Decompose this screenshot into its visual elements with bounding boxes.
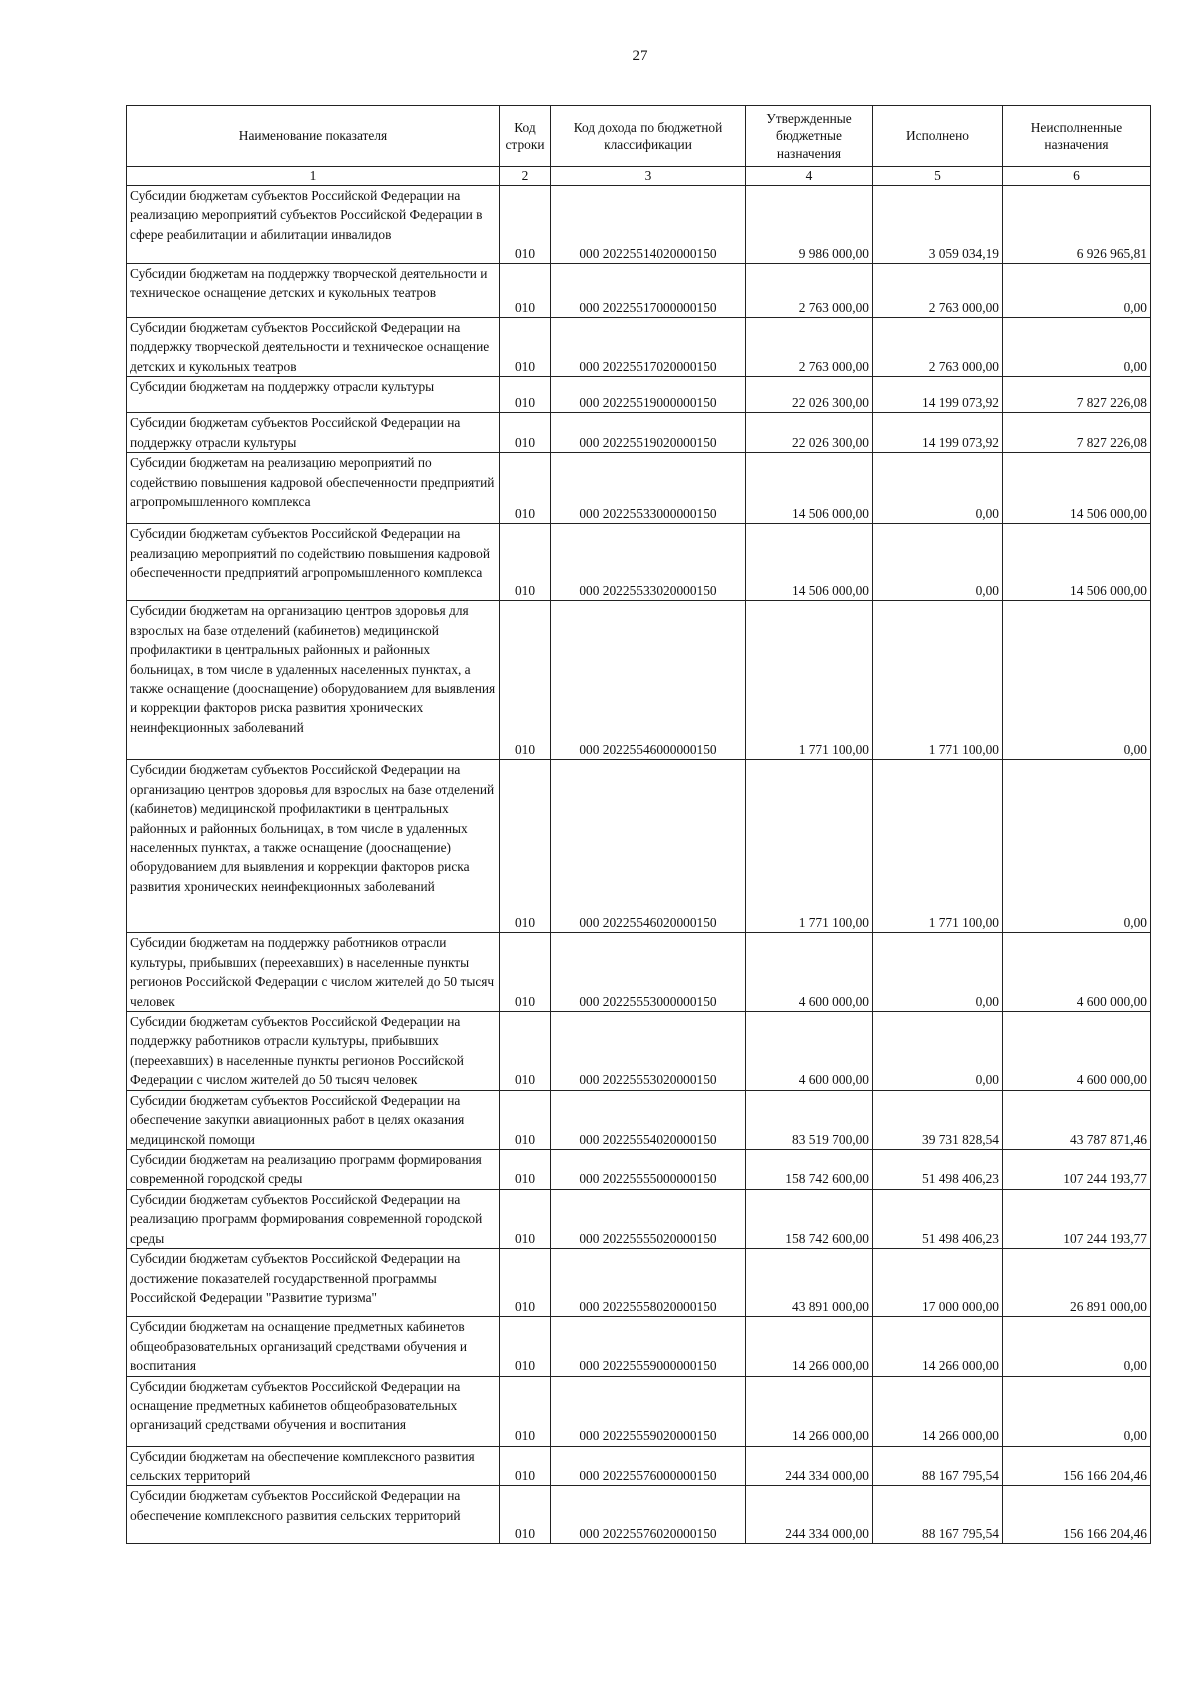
row-unexecuted-amount: 43 787 871,46	[1003, 1090, 1151, 1149]
table-row	[127, 524, 1151, 601]
row-code: 010	[500, 1189, 551, 1248]
row-approved-amount: 2 763 000,00	[746, 318, 873, 377]
row-unexecuted-amount: 6 926 965,81	[1003, 186, 1151, 264]
table-row	[127, 760, 1151, 933]
row-name: Субсидии бюджетам на организацию центров здоровья для взрослых на базе отделений (кабинетов) медицинской профилактики в центральных районных и районных больницах, в том числе в удаленных населенных пунктах, а также оснащение (дооснащение) оборудованием для выявления и коррекции факторов риска развития хронических неинфекционных заболеваний	[127, 601, 500, 760]
table-row	[127, 1317, 1151, 1376]
header-name: Наименование показателя	[127, 106, 500, 167]
row-classification-code: 000 20225533000000150	[551, 453, 746, 524]
row-name: Субсидии бюджетам субъектов Российской Федерации на поддержку работников отрасли культуры, прибывших (переехавших) в населенные пункты регионов Российской Федерации с числом жителей до 50 тысяч человек	[127, 1011, 500, 1090]
row-name: Субсидии бюджетам субъектов Российской Федерации на обеспечение закупки авиационных работ в целях оказания медицинской помощи	[127, 1090, 500, 1149]
row-executed-amount: 2 763 000,00	[873, 264, 1003, 318]
row-unexecuted-amount: 0,00	[1003, 1317, 1151, 1376]
page-number: 27	[632, 48, 648, 64]
row-name: Субсидии бюджетам субъектов Российской Федерации на реализацию программ формирования современной городской среды	[127, 1189, 500, 1248]
column-index: 4	[746, 167, 873, 186]
row-name: Субсидии бюджетам на оснащение предметных кабинетов общеобразовательных организаций средствами обучения и воспитания	[127, 1317, 500, 1376]
row-code: 010	[500, 1090, 551, 1149]
row-name: Субсидии бюджетам субъектов Российской Федерации на поддержку отрасли культуры	[127, 413, 500, 453]
row-approved-amount: 2 763 000,00	[746, 264, 873, 318]
row-approved-amount: 1 771 100,00	[746, 760, 873, 933]
row-executed-amount: 88 167 795,54	[873, 1446, 1003, 1486]
row-approved-amount: 9 986 000,00	[746, 186, 873, 264]
column-index: 1	[127, 167, 500, 186]
header-executed: Исполнено	[873, 106, 1003, 167]
row-approved-amount: 158 742 600,00	[746, 1150, 873, 1190]
row-unexecuted-amount: 156 166 204,46	[1003, 1486, 1151, 1544]
row-executed-amount: 1 771 100,00	[873, 601, 1003, 760]
column-index: 3	[551, 167, 746, 186]
row-code: 010	[500, 186, 551, 264]
table-row	[127, 1249, 1151, 1317]
row-code: 010	[500, 264, 551, 318]
row-approved-amount: 244 334 000,00	[746, 1446, 873, 1486]
table-row	[127, 264, 1151, 318]
row-unexecuted-amount: 14 506 000,00	[1003, 453, 1151, 524]
row-executed-amount: 0,00	[873, 453, 1003, 524]
row-executed-amount: 0,00	[873, 1011, 1003, 1090]
table-row	[127, 1011, 1151, 1090]
row-approved-amount: 14 266 000,00	[746, 1317, 873, 1376]
row-unexecuted-amount: 4 600 000,00	[1003, 1011, 1151, 1090]
row-unexecuted-amount: 0,00	[1003, 318, 1151, 377]
table-row	[127, 933, 1151, 1012]
row-classification-code: 000 20225559000000150	[551, 1317, 746, 1376]
row-code: 010	[500, 601, 551, 760]
row-name: Субсидии бюджетам субъектов Российской Федерации на реализацию мероприятий субъектов Российской Федерации в сфере реабилитации и абилитации инвалидов	[127, 186, 500, 264]
row-name: Субсидии бюджетам субъектов Российской Федерации на поддержку творческой деятельности и техническое оснащение детских и кукольных театров	[127, 318, 500, 377]
table-row	[127, 453, 1151, 524]
row-approved-amount: 14 506 000,00	[746, 524, 873, 601]
row-unexecuted-amount: 7 827 226,08	[1003, 377, 1151, 413]
row-name: Субсидии бюджетам субъектов Российской Федерации на реализацию мероприятий по содействию повышения кадровой обеспеченности предприятий агропромышленного комплекса	[127, 524, 500, 601]
row-code: 010	[500, 377, 551, 413]
row-executed-amount: 0,00	[873, 524, 1003, 601]
row-classification-code: 000 20225553000000150	[551, 933, 746, 1012]
row-executed-amount: 14 266 000,00	[873, 1376, 1003, 1446]
row-unexecuted-amount: 0,00	[1003, 760, 1151, 933]
row-executed-amount: 2 763 000,00	[873, 318, 1003, 377]
row-executed-amount: 14 199 073,92	[873, 377, 1003, 413]
row-name: Субсидии бюджетам на поддержку отрасли культуры	[127, 377, 500, 413]
table-row	[127, 1486, 1151, 1544]
row-classification-code: 000 20225546020000150	[551, 760, 746, 933]
row-code: 010	[500, 524, 551, 601]
row-code: 010	[500, 413, 551, 453]
row-name: Субсидии бюджетам субъектов Российской Федерации на достижение показателей государственной программы Российской Федерации "Развитие туризма"	[127, 1249, 500, 1317]
row-name: Субсидии бюджетам на поддержку творческой деятельности и техническое оснащение детских и кукольных театров	[127, 264, 500, 318]
row-name: Субсидии бюджетам на обеспечение комплексного развития сельских территорий	[127, 1446, 500, 1486]
column-index: 6	[1003, 167, 1151, 186]
row-unexecuted-amount: 7 827 226,08	[1003, 413, 1151, 453]
row-code: 010	[500, 1150, 551, 1190]
row-code: 010	[500, 1486, 551, 1544]
row-executed-amount: 88 167 795,54	[873, 1486, 1003, 1544]
row-name: Субсидии бюджетам субъектов Российской Федерации на обеспечение комплексного развития сельских территорий	[127, 1486, 500, 1544]
row-unexecuted-amount: 0,00	[1003, 601, 1151, 760]
table-row	[127, 1150, 1151, 1190]
row-name: Субсидии бюджетам на реализацию программ формирования современной городской среды	[127, 1150, 500, 1190]
row-classification-code: 000 20225517000000150	[551, 264, 746, 318]
row-classification-code: 000 20225554020000150	[551, 1090, 746, 1149]
row-classification-code: 000 20225558020000150	[551, 1249, 746, 1317]
row-name: Субсидии бюджетам на реализацию мероприятий по содействию повышения кадровой обеспеченности предприятий агропромышленного комплекса	[127, 453, 500, 524]
row-unexecuted-amount: 107 244 193,77	[1003, 1150, 1151, 1190]
row-executed-amount: 39 731 828,54	[873, 1090, 1003, 1149]
row-approved-amount: 22 026 300,00	[746, 377, 873, 413]
row-approved-amount: 1 771 100,00	[746, 601, 873, 760]
row-code: 010	[500, 1446, 551, 1486]
table-row	[127, 1376, 1151, 1446]
row-executed-amount: 51 498 406,23	[873, 1150, 1003, 1190]
row-unexecuted-amount: 4 600 000,00	[1003, 933, 1151, 1012]
row-code: 010	[500, 318, 551, 377]
row-unexecuted-amount: 26 891 000,00	[1003, 1249, 1151, 1317]
table-row	[127, 413, 1151, 453]
table-row	[127, 318, 1151, 377]
row-name: Субсидии бюджетам субъектов Российской Федерации на организацию центров здоровья для взрослых на базе отделений (кабинетов) медицинской профилактики в центральных районных и районных больницах, в том числе в удаленных населенных пунктах, а также оснащение (дооснащение) оборудованием для выявления и коррекции факторов риска развития хронических неинфекционных заболеваний	[127, 760, 500, 933]
header-unexecuted: Неисполненные назначения	[1003, 106, 1151, 167]
table-row	[127, 1090, 1151, 1149]
header-row	[127, 106, 1151, 167]
row-code: 010	[500, 1376, 551, 1446]
row-executed-amount: 51 498 406,23	[873, 1189, 1003, 1248]
row-executed-amount: 17 000 000,00	[873, 1249, 1003, 1317]
row-executed-amount: 1 771 100,00	[873, 760, 1003, 933]
row-classification-code: 000 20225546000000150	[551, 601, 746, 760]
row-classification-code: 000 20225519000000150	[551, 377, 746, 413]
row-unexecuted-amount: 0,00	[1003, 264, 1151, 318]
row-code: 010	[500, 1011, 551, 1090]
row-code: 010	[500, 760, 551, 933]
table-row	[127, 377, 1151, 413]
row-executed-amount: 14 266 000,00	[873, 1317, 1003, 1376]
budget-execution-table	[126, 105, 1151, 1544]
row-classification-code: 000 20225553020000150	[551, 1011, 746, 1090]
row-code: 010	[500, 453, 551, 524]
row-code: 010	[500, 1317, 551, 1376]
row-code: 010	[500, 1249, 551, 1317]
row-approved-amount: 22 026 300,00	[746, 413, 873, 453]
row-classification-code: 000 20225555020000150	[551, 1189, 746, 1248]
column-index: 5	[873, 167, 1003, 186]
row-executed-amount: 3 059 034,19	[873, 186, 1003, 264]
row-code: 010	[500, 933, 551, 1012]
row-approved-amount: 4 600 000,00	[746, 1011, 873, 1090]
header-classification: Код дохода по бюджетной классификации	[551, 106, 746, 167]
row-classification-code: 000 20225517020000150	[551, 318, 746, 377]
column-index: 2	[500, 167, 551, 186]
row-unexecuted-amount: 107 244 193,77	[1003, 1189, 1151, 1248]
row-classification-code: 000 20225576020000150	[551, 1486, 746, 1544]
table-row	[127, 186, 1151, 264]
row-approved-amount: 83 519 700,00	[746, 1090, 873, 1149]
row-executed-amount: 14 199 073,92	[873, 413, 1003, 453]
row-name: Субсидии бюджетам на поддержку работников отрасли культуры, прибывших (переехавших) в населенные пункты регионов Российской Федерации с числом жителей до 50 тысяч человек	[127, 933, 500, 1012]
row-classification-code: 000 20225576000000150	[551, 1446, 746, 1486]
table-row	[127, 1446, 1151, 1486]
row-classification-code: 000 20225555000000150	[551, 1150, 746, 1190]
row-classification-code: 000 20225533020000150	[551, 524, 746, 601]
row-unexecuted-amount: 14 506 000,00	[1003, 524, 1151, 601]
row-approved-amount: 158 742 600,00	[746, 1189, 873, 1248]
row-approved-amount: 14 266 000,00	[746, 1376, 873, 1446]
table-row	[127, 601, 1151, 760]
row-name: Субсидии бюджетам субъектов Российской Федерации на оснащение предметных кабинетов общеобразовательных организаций средствами обучения и воспитания	[127, 1376, 500, 1446]
row-classification-code: 000 20225519020000150	[551, 413, 746, 453]
row-approved-amount: 244 334 000,00	[746, 1486, 873, 1544]
header-approved: Утвержденные бюджетные назначения	[746, 106, 873, 167]
row-executed-amount: 0,00	[873, 933, 1003, 1012]
row-unexecuted-amount: 0,00	[1003, 1376, 1151, 1446]
row-approved-amount: 14 506 000,00	[746, 453, 873, 524]
column-index-row	[127, 167, 1151, 186]
table-row	[127, 1189, 1151, 1248]
row-approved-amount: 4 600 000,00	[746, 933, 873, 1012]
row-approved-amount: 43 891 000,00	[746, 1249, 873, 1317]
header-code: Код строки	[500, 106, 551, 167]
row-classification-code: 000 20225559020000150	[551, 1376, 746, 1446]
row-unexecuted-amount: 156 166 204,46	[1003, 1446, 1151, 1486]
row-classification-code: 000 20225514020000150	[551, 186, 746, 264]
